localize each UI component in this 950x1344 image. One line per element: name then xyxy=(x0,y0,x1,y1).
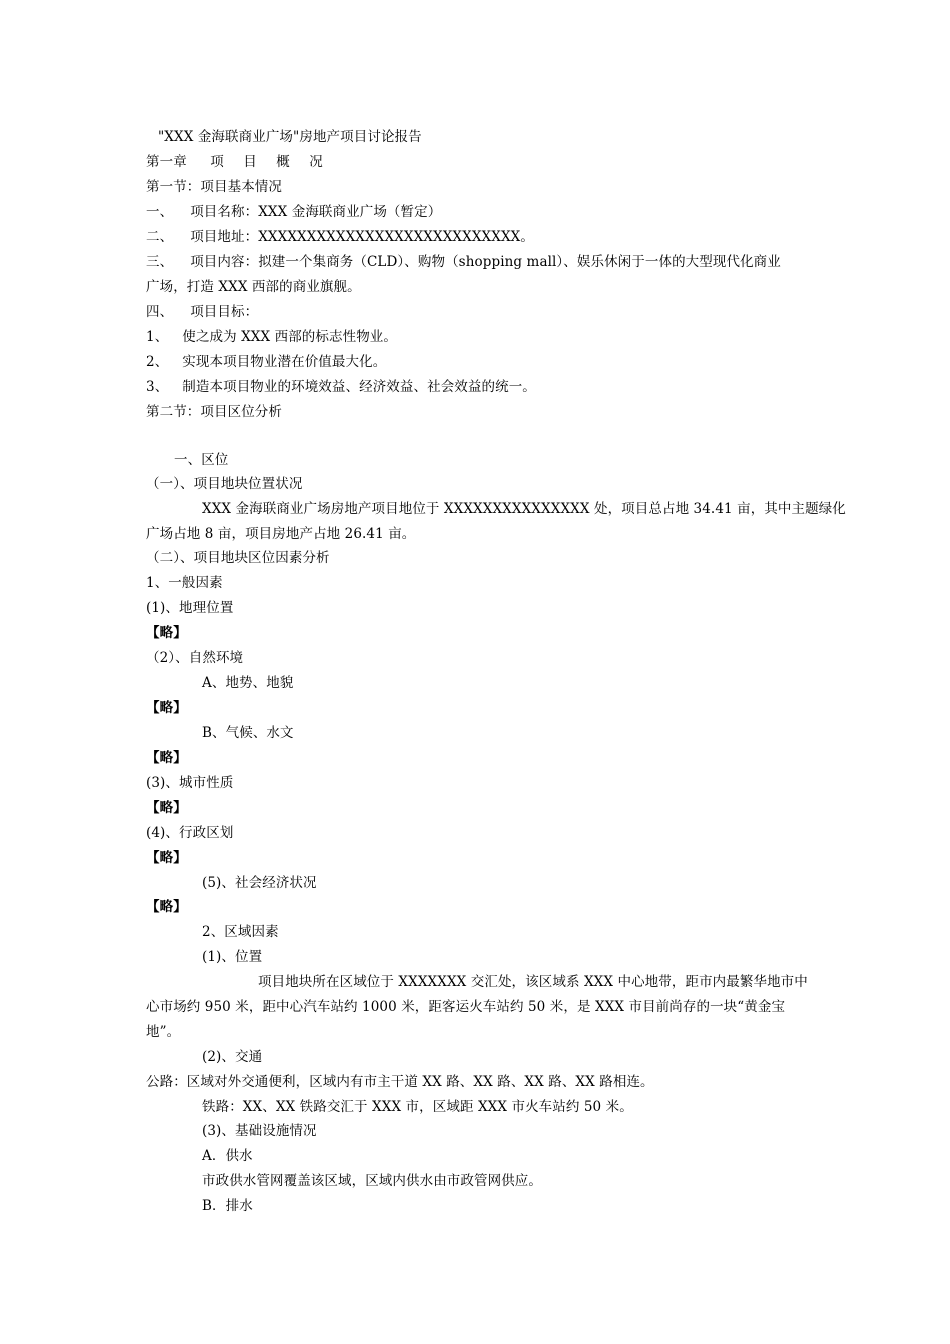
subheading: (1)、位置 xyxy=(202,949,263,965)
subheading: （2）、自然环境 xyxy=(146,650,244,666)
paragraph: 公路：区域对外交通便利，区域内有市主干道 XX 路、XX 路、XX 路、XX 路相连。 xyxy=(146,1074,654,1090)
subheading: （一）、项目地块位置状况 xyxy=(146,476,303,492)
document-title: "XXX 金海联商业广场"房地产项目讨论报告 xyxy=(158,129,422,145)
omitted-marker: 【略】 xyxy=(146,700,187,716)
paragraph: 市政供水管网覆盖该区域，区域内供水由市政管网供应。 xyxy=(202,1173,542,1189)
list-item xyxy=(146,353,386,371)
list-item xyxy=(146,228,534,246)
subheading: A．供水 xyxy=(202,1148,253,1164)
paragraph-continuation: 广场占地 8 亩，项目房地产占地 26.41 亩。 xyxy=(146,526,416,542)
subheading: (3)、基础设施情况 xyxy=(202,1123,317,1139)
list-number: 2、 xyxy=(146,354,169,370)
chapter-heading xyxy=(146,153,323,171)
omitted-marker: 【略】 xyxy=(146,899,187,915)
subheading: B．排水 xyxy=(202,1198,253,1214)
chapter-char: 项 xyxy=(210,154,224,170)
subheading: (4)、行政区划 xyxy=(146,825,234,841)
paragraph: XXX 金海联商业广场房地产项目地位于 XXXXXXXXXXXXXXX 处，项目总占地 34.41 亩，其中主题绿化 xyxy=(202,501,846,517)
subheading: 2、区域因素 xyxy=(202,924,279,940)
list-number: 四、 xyxy=(146,304,174,320)
list-item xyxy=(146,203,441,221)
subheading: （二）、项目地块区位因素分析 xyxy=(146,550,330,566)
chapter-char: 目 xyxy=(243,154,257,170)
list-number: 3、 xyxy=(146,379,169,395)
subheading: (3)、城市性质 xyxy=(146,775,234,791)
section-heading: 第二节：项目区位分析 xyxy=(146,404,282,420)
list-text: 项目地址：XXXXXXXXXXXXXXXXXXXXXXXXXXX。 xyxy=(190,229,534,245)
chapter-char: 况 xyxy=(309,154,323,170)
subheading: 1、一般因素 xyxy=(146,575,223,591)
chapter-label: 第一章 xyxy=(146,154,187,170)
subheading: B、气候、水文 xyxy=(202,725,294,741)
list-number: 三、 xyxy=(146,254,174,270)
list-text: 制造本项目物业的环境效益、经济效益、社会效益的统一。 xyxy=(182,379,536,395)
omitted-marker: 【略】 xyxy=(146,625,187,641)
omitted-marker: 【略】 xyxy=(146,800,187,816)
omitted-marker: 【略】 xyxy=(146,850,187,866)
omitted-marker: 【略】 xyxy=(146,750,187,766)
list-item xyxy=(146,303,258,321)
paragraph: 项目地块所在区域位于 XXXXXXX 交汇处，该区域系 XXX 中心地带，距市内最繁华地市中 xyxy=(258,974,808,990)
list-item xyxy=(146,378,536,396)
list-text: 使之成为 XXX 西部的标志性物业。 xyxy=(182,329,398,345)
paragraph-continuation: 心市场约 950 米，距中心汽车站约 1000 米，距客运火车站约 50 米，是 XXX 市目前尚存的一块“黄金宝 xyxy=(146,999,786,1015)
section-heading: 第一节：项目基本情况 xyxy=(146,179,282,195)
subheading: 一、区位 xyxy=(174,452,229,468)
list-text: 项目目标： xyxy=(190,304,259,320)
list-text: 项目内容：拟建一个集商务（CLD）、购物（shopping mall）、娱乐休闲于一体的大型现代化商业 xyxy=(190,254,781,270)
list-number: 1、 xyxy=(146,329,169,345)
subheading: (2)、交通 xyxy=(202,1049,263,1065)
list-text: 项目名称：XXX 金海联商业广场（暂定） xyxy=(190,204,442,220)
paragraph-continuation: 地”。 xyxy=(146,1024,181,1040)
list-text: 实现本项目物业潜在价值最大化。 xyxy=(182,354,387,370)
list-item xyxy=(146,328,397,346)
paragraph: 铁路：XX、XX 铁路交汇于 XXX 市，区域距 XXX 市火车站约 50 米。 xyxy=(202,1099,633,1115)
subheading: (1)、地理位置 xyxy=(146,600,234,616)
list-number: 二、 xyxy=(146,229,174,245)
paragraph-continuation: 广场，打造 XXX 西部的商业旗舰。 xyxy=(146,279,361,295)
chapter-char: 概 xyxy=(276,154,290,170)
list-number: 一、 xyxy=(146,204,174,220)
subheading: (5)、社会经济状况 xyxy=(202,875,317,891)
list-item xyxy=(146,253,781,271)
subheading: A、地势、地貌 xyxy=(202,675,294,691)
